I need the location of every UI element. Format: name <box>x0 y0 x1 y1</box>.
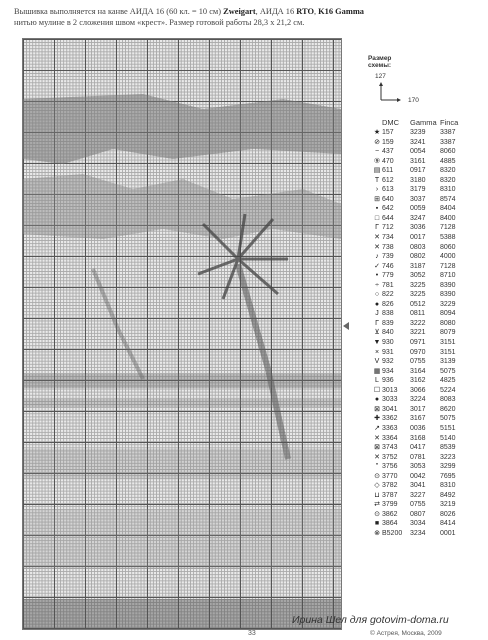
stitch-symbol: L <box>375 377 379 385</box>
legend-row <box>372 519 482 529</box>
dmc-code: 3362 <box>382 415 398 423</box>
legend-row <box>372 128 482 138</box>
finca-code: 8390 <box>440 291 456 299</box>
dmc-code: 930 <box>382 339 394 347</box>
dmc-code: 3864 <box>382 520 398 528</box>
stitch-symbol: ⊞ <box>374 195 380 203</box>
finca-code: 3151 <box>440 348 456 356</box>
legend-row <box>372 300 482 310</box>
legend-row <box>372 195 482 205</box>
stitch-symbol: • <box>375 272 379 280</box>
legend-row <box>372 185 482 195</box>
legend-row <box>372 223 482 233</box>
finca-code: 8310 <box>440 186 456 194</box>
dmc-code: 712 <box>382 224 394 232</box>
gamma-code: 0059 <box>410 205 426 213</box>
dmc-code: 3752 <box>382 453 398 461</box>
dmc-code: 3033 <box>382 396 398 404</box>
page-number: 33 <box>248 630 256 637</box>
gamma-code: 0042 <box>410 472 426 480</box>
stitch-symbol: ○ <box>374 291 380 299</box>
finca-code: 4825 <box>440 377 456 385</box>
gamma-code: 3161 <box>410 157 426 165</box>
legend-row <box>372 319 482 329</box>
stitch-symbol: ⊘ <box>374 138 380 146</box>
legend-row <box>372 500 482 510</box>
legend-row <box>372 529 482 539</box>
finca-code: 8320 <box>440 167 456 175</box>
size-arrows-icon <box>377 82 401 102</box>
stitch-symbol: ✚ <box>374 415 380 423</box>
dmc-code: 611 <box>382 167 394 175</box>
dmc-code: 644 <box>382 214 394 222</box>
stitch-symbol: ★ <box>373 129 381 136</box>
dmc-code: 3013 <box>382 386 398 394</box>
instructions-line-2: нитью мулине в 2 сложения швом «крест». Размер готовой работы 28,3 x 21,2 см. <box>14 18 305 27</box>
gamma-code: 3241 <box>410 138 426 146</box>
gamma-code: 3164 <box>410 367 426 375</box>
finca-code: 5140 <box>440 434 456 442</box>
gamma-code: 3041 <box>410 482 426 490</box>
stitch-symbol: ✕ <box>374 243 380 251</box>
stitch-symbol: Г <box>375 319 379 327</box>
stitch-symbol: ✕ <box>374 453 380 461</box>
finca-code: 4885 <box>440 157 456 165</box>
stitch-symbol: ⊗ <box>374 529 380 537</box>
legend-row <box>372 147 482 157</box>
gamma-code: 3066 <box>410 386 426 394</box>
legend-row <box>372 386 482 396</box>
legend-row <box>372 262 482 272</box>
dmc-code: 3782 <box>382 482 398 490</box>
dmc-code: 822 <box>382 291 394 299</box>
dmc-code: 781 <box>382 281 394 289</box>
stitch-symbol: ▦ <box>373 367 381 375</box>
gamma-code: 0971 <box>410 339 426 347</box>
finca-code: 8310 <box>440 482 456 490</box>
stitch-symbol: ⊠ <box>374 405 380 413</box>
finca-code: 8026 <box>440 510 456 518</box>
legend-row <box>372 367 482 377</box>
stitch-symbol: ✓ <box>374 262 380 270</box>
finca-code: 8094 <box>440 310 456 318</box>
stitch-symbol: ▤ <box>373 167 381 175</box>
finca-code: 8539 <box>440 444 456 452</box>
gamma-code: 0807 <box>410 510 426 518</box>
stitch-symbol: ⊙ <box>374 510 380 518</box>
finca-code: 5151 <box>440 424 456 432</box>
stitch-symbol: ÷ <box>375 281 379 289</box>
dmc-code: 931 <box>382 348 394 356</box>
dmc-code: 840 <box>382 329 394 337</box>
legend-row <box>372 462 482 472</box>
instructions-line-1: Вышивка выполняется на канве АИДА 16 (60 кл. = 10 см) Zweigart, АИДА 16 RTO, K16 Gamma <box>14 7 364 16</box>
gamma-code: 0917 <box>410 167 426 175</box>
legend-row <box>372 443 482 453</box>
header-gamma: Gamma <box>410 118 437 127</box>
legend-row <box>372 472 482 482</box>
stitch-symbol: ⊙ <box>374 472 380 480</box>
dmc-code: 3363 <box>382 424 398 432</box>
legend-rows <box>372 128 482 539</box>
dmc-code: 734 <box>382 234 394 242</box>
finca-code: 3229 <box>440 300 456 308</box>
stitch-symbol: □ <box>374 214 380 222</box>
gamma-code: 0803 <box>410 243 426 251</box>
gamma-code: 3034 <box>410 520 426 528</box>
gamma-code: 3017 <box>410 405 426 413</box>
gamma-code: 0755 <box>410 358 426 366</box>
gamma-code: 0036 <box>410 424 426 432</box>
finca-code: 8079 <box>440 329 456 337</box>
dmc-code: 640 <box>382 195 394 203</box>
pattern-shading <box>23 39 341 629</box>
gamma-code: 0017 <box>410 234 426 242</box>
gamma-code: 0802 <box>410 253 426 261</box>
dmc-code: 612 <box>382 176 394 184</box>
gamma-code: 0781 <box>410 453 426 461</box>
legend-row <box>372 309 482 319</box>
finca-code: 8080 <box>440 319 456 327</box>
gamma-code: 3036 <box>410 224 426 232</box>
gamma-code: 3247 <box>410 214 426 222</box>
dmc-code: 936 <box>382 377 394 385</box>
gamma-code: 3222 <box>410 319 426 327</box>
gamma-code: 3168 <box>410 434 426 442</box>
gamma-code: 3239 <box>410 129 426 136</box>
dmc-code: 779 <box>382 272 394 280</box>
legend-row <box>372 290 482 300</box>
thread-color-legend <box>372 118 482 539</box>
stitch-symbol: ☐ <box>373 386 381 394</box>
dmc-code: 3787 <box>382 491 398 499</box>
stitch-symbol: ⇄ <box>374 501 380 509</box>
stitch-symbol: ⊠ <box>374 444 380 452</box>
stitch-symbol: Г <box>375 224 379 232</box>
dmc-code: 738 <box>382 243 394 251</box>
legend-row <box>372 481 482 491</box>
finca-code: 3387 <box>440 129 456 136</box>
gamma-code: 3167 <box>410 415 426 423</box>
legend-row <box>372 138 482 148</box>
finca-code: 8404 <box>440 205 456 213</box>
legend-row <box>372 214 482 224</box>
dmc-code: 826 <box>382 300 394 308</box>
finca-code: 7128 <box>440 262 456 270</box>
legend-row <box>372 510 482 520</box>
gamma-code: 0755 <box>410 501 426 509</box>
finca-code: 8083 <box>440 396 456 404</box>
finca-code: 3387 <box>440 138 456 146</box>
stitch-symbol: " <box>375 463 379 471</box>
stitch-symbol: › <box>375 186 379 194</box>
finca-code: 7695 <box>440 472 456 480</box>
stitch-symbol: ▼ <box>373 339 381 347</box>
dmc-code: 932 <box>382 358 394 366</box>
stitch-symbol: V <box>374 358 380 366</box>
copyright: © Астрея, Москва, 2009 <box>370 630 442 637</box>
instructions-text <box>14 6 474 28</box>
dmc-code: 934 <box>382 367 394 375</box>
pattern-width-value: 170 <box>408 97 419 104</box>
legend-row <box>372 348 482 358</box>
pattern-height-value: 127 <box>375 73 386 80</box>
stitch-symbol: ⑨ <box>373 157 381 165</box>
dmc-code: 3756 <box>382 463 398 471</box>
dmc-code: 839 <box>382 319 394 327</box>
stitch-symbol: T <box>374 176 380 184</box>
gamma-code: 0417 <box>410 444 426 452</box>
stitch-symbol: ↗ <box>374 424 380 432</box>
gamma-code: 3053 <box>410 463 426 471</box>
stitch-symbol: ✕ <box>374 434 380 442</box>
legend-row <box>372 233 482 243</box>
legend-row <box>372 414 482 424</box>
legend-row <box>372 328 482 338</box>
legend-row <box>372 157 482 167</box>
gamma-code: 3225 <box>410 281 426 289</box>
stitch-symbol: ▪ <box>375 205 379 213</box>
gamma-code: 3234 <box>410 529 426 537</box>
finca-code: 5388 <box>440 234 456 242</box>
stitch-symbol: J <box>375 310 379 318</box>
gamma-code: 0512 <box>410 300 426 308</box>
gamma-code: 0970 <box>410 348 426 356</box>
legend-header <box>372 118 482 128</box>
legend-row <box>372 395 482 405</box>
dmc-code: 3041 <box>382 405 398 413</box>
legend-row <box>372 424 482 434</box>
header-finca: Finca <box>440 118 459 127</box>
legend-row <box>372 243 482 253</box>
finca-code: 8060 <box>440 148 456 156</box>
stitch-symbol: × <box>374 348 380 356</box>
finca-code: 8390 <box>440 281 456 289</box>
dmc-code: 642 <box>382 205 394 213</box>
dmc-code: 3862 <box>382 510 398 518</box>
legend-row <box>372 176 482 186</box>
finca-code: 8620 <box>440 405 456 413</box>
legend-row <box>372 166 482 176</box>
legend-row <box>372 491 482 501</box>
finca-code: 3219 <box>440 501 456 509</box>
legend-row <box>372 405 482 415</box>
legend-row <box>372 434 482 444</box>
gamma-code: 3162 <box>410 377 426 385</box>
dmc-code: 437 <box>382 148 394 156</box>
stitch-symbol: ⊔ <box>374 491 380 499</box>
stitch-symbol: ⊻ <box>374 329 380 337</box>
legend-row <box>372 453 482 463</box>
gamma-code: 3224 <box>410 396 426 404</box>
legend-row <box>372 376 482 386</box>
stitch-symbol: ■ <box>374 520 380 528</box>
stitch-symbol: ♪ <box>375 253 379 261</box>
finca-code: 4000 <box>440 253 456 261</box>
finca-code: 8492 <box>440 491 456 499</box>
stitch-symbol: ✕ <box>374 234 380 242</box>
gamma-code: 3227 <box>410 491 426 499</box>
legend-row <box>372 204 482 214</box>
dmc-code: 3364 <box>382 434 398 442</box>
header-dmc: DMC <box>382 118 400 127</box>
dmc-code: 470 <box>382 157 394 165</box>
finca-code: 8414 <box>440 520 456 528</box>
dmc-code: 159 <box>382 138 394 146</box>
gamma-code: 3052 <box>410 272 426 280</box>
stitch-symbol: ● <box>374 396 380 404</box>
legend-row <box>372 357 482 367</box>
dmc-code: 3743 <box>382 444 398 452</box>
finca-code: 8574 <box>440 195 456 203</box>
finca-code: 8710 <box>440 272 456 280</box>
legend-row <box>372 338 482 348</box>
finca-code: 5224 <box>440 386 456 394</box>
gamma-code: 0811 <box>410 310 426 318</box>
legend-row <box>372 252 482 262</box>
finca-code: 3223 <box>440 453 456 461</box>
legend-row <box>372 281 482 291</box>
stitch-symbol: ◇ <box>374 482 380 490</box>
finca-code: 5075 <box>440 415 456 423</box>
finca-code: 3151 <box>440 339 456 347</box>
finca-code: 3139 <box>440 358 456 366</box>
finca-code: 8320 <box>440 176 456 184</box>
legend-row <box>372 271 482 281</box>
pattern-size-label: Размер схемы: <box>368 55 392 69</box>
center-marker-arrow-icon <box>343 322 349 330</box>
finca-code: 7128 <box>440 224 456 232</box>
dmc-code: 739 <box>382 253 394 261</box>
dmc-code: 3799 <box>382 501 398 509</box>
finca-code: 8060 <box>440 243 456 251</box>
stitch-symbol: − <box>374 148 380 156</box>
gamma-code: 3225 <box>410 291 426 299</box>
finca-code: 0001 <box>440 529 456 537</box>
finca-code: 5075 <box>440 367 456 375</box>
gamma-code: 3221 <box>410 329 426 337</box>
dmc-code: 157 <box>382 129 394 136</box>
dmc-code: 3770 <box>382 472 398 480</box>
dmc-code: 746 <box>382 262 394 270</box>
dmc-code: 613 <box>382 186 394 194</box>
gamma-code: 3037 <box>410 195 426 203</box>
gamma-code: 3180 <box>410 176 426 184</box>
finca-code: 3299 <box>440 463 456 471</box>
stitch-symbol: ● <box>374 300 380 308</box>
gamma-code: 3179 <box>410 186 426 194</box>
watermark: Ирина Шел для gotovim-doma.ru <box>292 614 449 626</box>
gamma-code: 3187 <box>410 262 426 270</box>
cross-stitch-pattern-grid <box>22 38 342 630</box>
dmc-code: B5200 <box>382 529 403 537</box>
finca-code: 8400 <box>440 214 456 222</box>
gamma-code: 0054 <box>410 148 426 156</box>
dmc-code: 838 <box>382 310 394 318</box>
